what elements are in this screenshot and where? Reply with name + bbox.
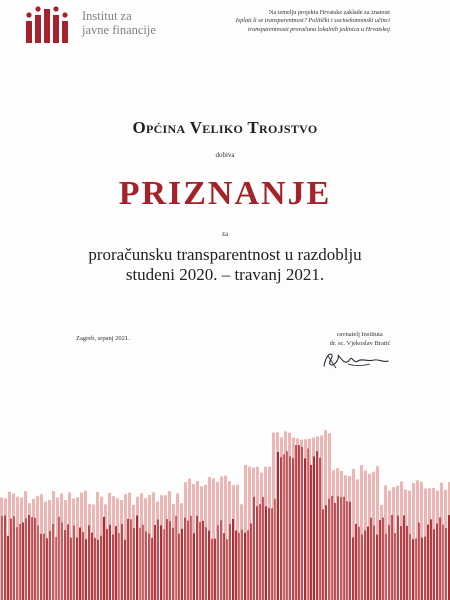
skyline-bar-front xyxy=(376,535,378,600)
municipality-name: Općina Veliko Trojstvo xyxy=(132,118,318,137)
skyline-bar-front xyxy=(355,524,357,600)
skyline-bar-front xyxy=(295,445,297,600)
skyline-bar-front xyxy=(421,538,423,600)
skyline-bar-front xyxy=(307,448,309,600)
skyline-bar-front xyxy=(64,530,66,600)
award-subject xyxy=(0,245,450,285)
project-note-line1: Na temelju projekta Hrvatske zaklade za znanost xyxy=(269,9,390,16)
skyline-bar-front xyxy=(106,529,108,600)
skyline-bar-front xyxy=(1,516,3,600)
skyline-bar-front xyxy=(412,539,414,600)
skyline-bar-front xyxy=(184,518,186,600)
skyline-bar-front xyxy=(442,525,444,600)
skyline-bar-front xyxy=(367,527,369,600)
skyline-bar-front xyxy=(46,538,48,600)
skyline-bar-front xyxy=(232,519,234,600)
skyline-bar-front xyxy=(406,526,408,600)
skyline-bar-front xyxy=(100,536,102,600)
skyline-bar-front xyxy=(76,537,78,600)
skyline-bar-front xyxy=(193,533,195,600)
skyline-bar-front xyxy=(151,538,153,600)
skyline-bar-front xyxy=(181,529,183,600)
skyline-bar-front xyxy=(148,533,150,600)
skyline-bar-front xyxy=(241,530,243,600)
skyline-bar-front xyxy=(97,540,99,600)
skyline-bar-front xyxy=(316,451,318,600)
skyline-bar-front xyxy=(298,445,300,600)
skyline-bar-front xyxy=(85,539,87,600)
skyline-bar-front xyxy=(205,527,207,600)
skyline-bar-front xyxy=(217,525,219,600)
skyline-bar-front xyxy=(214,539,216,600)
skyline-bar-front xyxy=(10,519,12,600)
skyline-bar-front xyxy=(280,457,282,600)
skyline-bar-front xyxy=(325,505,327,600)
skyline-bar-front xyxy=(136,516,138,600)
skyline-bar-front xyxy=(70,538,72,600)
skyline-bar-front xyxy=(400,526,402,600)
decorative-skyline xyxy=(0,410,450,600)
skyline-bar-front xyxy=(346,501,348,600)
skyline-bar-front xyxy=(154,525,156,600)
skyline-bar-front xyxy=(310,465,312,600)
for-text: za xyxy=(221,230,229,238)
institute-name xyxy=(82,9,156,37)
skyline-bar-front xyxy=(313,456,315,600)
skyline-bar-front xyxy=(253,497,255,600)
skyline-bar-front xyxy=(388,525,390,600)
skyline-bar-front xyxy=(31,517,33,600)
signatory-name: dr. sc. Vjekoslav Bratić xyxy=(329,340,391,347)
skyline-bar-front xyxy=(163,529,165,600)
skyline-bar-front xyxy=(187,521,189,600)
skyline-bar-front xyxy=(268,508,270,600)
skyline-bar-front xyxy=(55,537,57,600)
skyline-bar-front xyxy=(178,534,180,600)
skyline-bar-front xyxy=(415,538,417,600)
receives-text: dobiva xyxy=(215,151,235,159)
project-note-line2: Isplati li se transparentnost? Politički i socioekonomski učinci xyxy=(235,17,390,25)
skyline-bar-front xyxy=(358,527,360,600)
skyline-bar-front xyxy=(49,531,51,600)
skyline-bar-front xyxy=(250,523,252,600)
skyline-bar-front xyxy=(25,518,27,600)
skyline-bar-front xyxy=(385,534,387,600)
signatory xyxy=(300,330,420,348)
skyline-bar-front xyxy=(277,452,279,600)
skyline-bar-front xyxy=(286,451,288,600)
skyline-bar-front xyxy=(439,517,441,600)
skyline-bar-front xyxy=(22,522,24,600)
skyline-bar-front xyxy=(370,518,372,600)
skyline-bar-front xyxy=(109,525,111,600)
skyline-bar-front xyxy=(397,516,399,600)
skyline-bar-front xyxy=(352,537,354,600)
skyline-bar-front xyxy=(52,524,54,600)
skyline-bar-front xyxy=(7,536,9,600)
skyline-bar-front xyxy=(283,454,285,600)
skyline-bar-front xyxy=(244,533,246,600)
skyline-bar-front xyxy=(67,524,69,600)
skyline-bar-front xyxy=(16,527,18,600)
skyline-bar-front xyxy=(145,531,147,600)
skyline-bar-front xyxy=(82,532,84,600)
place-and-date: Zagreb, srpanj 2021. xyxy=(76,335,130,342)
skyline-bar-front xyxy=(4,516,6,600)
skyline-bar-front xyxy=(436,524,438,600)
skyline-bar-front xyxy=(211,539,213,600)
skyline-bar-front xyxy=(160,525,162,600)
skyline-bar-front xyxy=(256,506,258,600)
skyline-bar-front xyxy=(328,499,330,600)
skyline-bar-front xyxy=(19,524,21,600)
skyline-bar-front xyxy=(235,530,237,600)
skyline-bar-front xyxy=(115,526,117,600)
skyline-bar-front xyxy=(259,504,261,600)
skyline-bar-front xyxy=(337,496,339,600)
skyline-bar-front xyxy=(403,515,405,600)
skyline-bar-front xyxy=(88,525,90,600)
skyline-bar-front xyxy=(223,533,225,600)
skyline-bar-front xyxy=(382,518,384,600)
skyline-bar-front xyxy=(130,519,132,600)
skyline-bar-front xyxy=(73,526,75,600)
skyline-bar-front xyxy=(340,497,342,600)
skyline-bar-front xyxy=(220,520,222,600)
skyline-bar-front xyxy=(373,525,375,600)
skyline-bar-front xyxy=(118,533,120,600)
skyline-bar-front xyxy=(361,535,363,600)
skyline-bar-front xyxy=(103,517,105,600)
skyline-bar-front xyxy=(40,534,42,600)
award-title: PRIZNANJE xyxy=(118,175,332,212)
skyline-bar-front xyxy=(274,499,276,600)
skyline-bar-front xyxy=(190,516,192,600)
skyline-bar-front xyxy=(139,528,141,600)
skyline-bar-front xyxy=(37,525,39,600)
skyline-bar-front xyxy=(427,525,429,600)
skyline-bar-front xyxy=(121,524,123,600)
institute-name-line1: Institut za xyxy=(82,9,132,23)
skyline-bar-front xyxy=(391,515,393,600)
award-subject-line1: proračunsku transparentnost u razdoblju xyxy=(88,245,362,264)
project-note-line3: transparentnosti proračuna lokalnih jedinica u Hrvatskoj xyxy=(247,25,390,33)
skyline-bar-front xyxy=(196,516,198,600)
skyline-bar-front xyxy=(304,458,306,600)
skyline-bar-front xyxy=(58,517,60,600)
skyline-bar-front xyxy=(334,503,336,600)
skyline-bar-front xyxy=(265,506,267,600)
skyline-bar-front xyxy=(430,519,432,600)
skyline-bar-front xyxy=(424,537,426,600)
skyline-bar-front xyxy=(202,521,204,600)
skyline-bar-front xyxy=(229,524,231,600)
skyline-bar-front xyxy=(208,531,210,600)
skyline-bar-front xyxy=(34,518,36,600)
skyline-bar-front xyxy=(172,528,174,600)
skyline-bar-front xyxy=(127,519,129,600)
skyline-bar-front xyxy=(175,516,177,600)
skyline-bar-front xyxy=(343,497,345,600)
skyline-bar-front xyxy=(79,527,81,600)
skyline-bar-front xyxy=(292,458,294,600)
skyline-bar-front xyxy=(166,519,168,600)
skyline-bar-front xyxy=(238,533,240,600)
skyline-bar-front xyxy=(322,509,324,600)
skyline-bar-front xyxy=(319,458,321,600)
skyline-bar-front xyxy=(226,539,228,600)
skyline-bar-front xyxy=(61,523,63,600)
skyline-bar-front xyxy=(301,447,303,600)
skyline-bar-front xyxy=(331,496,333,600)
skyline-bar-front xyxy=(124,540,126,600)
skyline-bar-front xyxy=(91,533,93,600)
skyline-bar-front xyxy=(379,520,381,600)
skyline-bar-front xyxy=(271,508,273,600)
skyline-bar-front xyxy=(364,530,366,600)
skyline-bar-front xyxy=(43,533,45,600)
skyline-bar-front xyxy=(394,533,396,600)
skyline-bar-front xyxy=(262,497,264,600)
skyline-bar-front xyxy=(199,522,201,600)
skyline-bar-front xyxy=(157,519,159,600)
skyline-bar-front xyxy=(13,516,15,600)
institute-name-line2: javne financije xyxy=(82,23,156,37)
skyline-bar-front xyxy=(247,530,249,600)
skyline-bar-front xyxy=(94,538,96,600)
skyline-bar-front xyxy=(133,528,135,600)
skyline-bar-front xyxy=(289,456,291,600)
skyline-bar-front xyxy=(169,521,171,600)
skyline-bar-front xyxy=(349,502,351,600)
skyline-bar-front xyxy=(418,523,420,600)
skyline-bar-front xyxy=(445,528,447,600)
skyline-bar-front xyxy=(142,525,144,600)
skyline-bar-front xyxy=(433,529,435,600)
signature xyxy=(318,350,393,372)
signatory-role: ravnatelj Instituta xyxy=(337,331,383,338)
skyline-bar-front xyxy=(112,535,114,600)
skyline-bar-front xyxy=(409,534,411,600)
institute-logo-icon xyxy=(26,5,78,45)
award-subject-line2: studeni 2020. – travanj 2021. xyxy=(125,265,325,284)
skyline-bar-front xyxy=(28,515,30,600)
project-note xyxy=(180,9,390,34)
